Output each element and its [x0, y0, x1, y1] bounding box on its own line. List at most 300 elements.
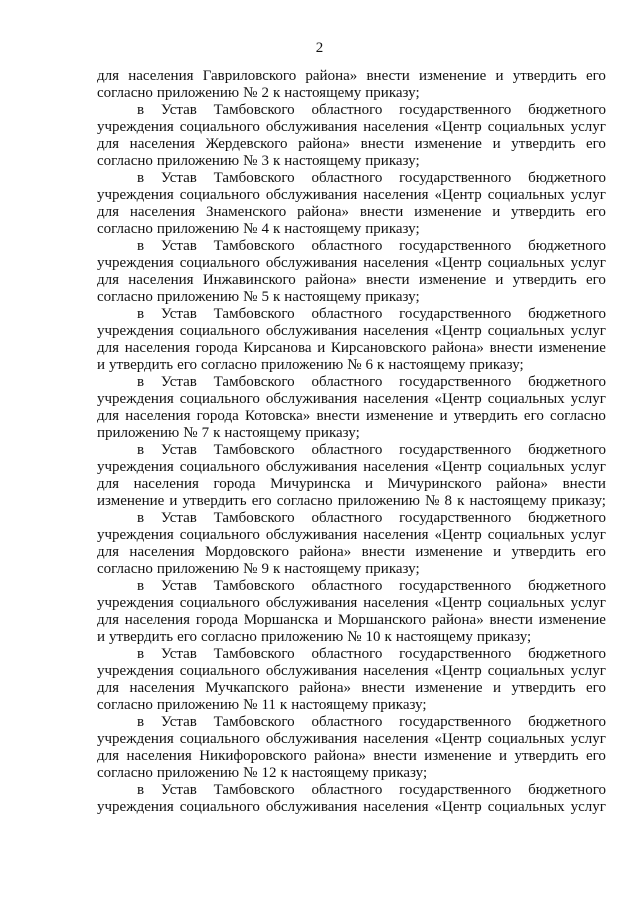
word: приложению [337, 493, 420, 509]
text-line [97, 102, 606, 119]
word: согласно [276, 493, 333, 509]
word: утвердить [511, 680, 576, 696]
word: «Центр [434, 187, 482, 203]
word: государственного [399, 306, 512, 322]
word: к [457, 493, 465, 509]
word: обслуживания [265, 255, 358, 271]
word: № [347, 357, 362, 373]
word: Тамбовского [213, 578, 295, 594]
word: согласно [97, 697, 153, 713]
word: приложению [260, 357, 344, 373]
word: и [97, 357, 106, 373]
word: обслуживания [265, 527, 358, 543]
word: района» [305, 68, 358, 84]
word: областного [311, 442, 383, 458]
text-line [97, 697, 606, 714]
word: настоящему [284, 153, 362, 169]
word: приказу; [365, 153, 420, 169]
word: Знаменского [205, 204, 287, 220]
word: согласно [97, 289, 153, 305]
word: социального [179, 799, 260, 815]
word: приложению [156, 153, 240, 169]
word: учреждения [97, 255, 174, 271]
word: № [243, 697, 258, 713]
text-line [97, 391, 606, 408]
word: согласно [97, 85, 153, 101]
word: учреждения [97, 663, 174, 679]
word: утвердить [182, 493, 247, 509]
word: социального [179, 527, 260, 543]
word: 2 [261, 85, 269, 101]
word: и [317, 340, 326, 356]
text-line [97, 204, 606, 221]
word: обслуживания [265, 595, 358, 611]
word: 4 [261, 221, 269, 237]
word: Жердевского [205, 136, 288, 152]
word: для [97, 340, 120, 356]
word: Тамбовского [213, 102, 295, 118]
word: услуг [570, 663, 606, 679]
word: настоящему [284, 561, 362, 577]
word: населения [128, 68, 194, 84]
text-line [97, 493, 606, 510]
word: государственного [399, 714, 512, 730]
text-line [97, 578, 606, 595]
page-number: 2 [315, 40, 324, 56]
word: социального [179, 459, 260, 475]
word: утвердить [109, 357, 174, 373]
word: 8 [444, 493, 452, 509]
word: внести [373, 748, 417, 764]
word: областного [311, 714, 383, 730]
word: Мичуринского [387, 476, 482, 492]
text-line [97, 255, 606, 272]
word: бюджетного [528, 170, 606, 186]
word: к [272, 221, 281, 237]
word: социальных [487, 187, 565, 203]
word: Устав [160, 578, 197, 594]
word: приложению [156, 697, 240, 713]
word: приказу; [365, 561, 420, 577]
word: утвердить [109, 629, 174, 645]
word: населения [363, 527, 429, 543]
word: Устав [160, 374, 197, 390]
word: обслуживания [265, 323, 358, 339]
word: к [272, 153, 281, 169]
word: Тамбовского [213, 306, 295, 322]
word: для [97, 136, 120, 152]
word: социальных [487, 323, 565, 339]
word: областного [311, 510, 383, 526]
word: утвердить [453, 408, 518, 424]
text-line [97, 170, 606, 187]
word: социального [179, 391, 260, 407]
word: и [495, 272, 504, 288]
word: приложению [156, 221, 240, 237]
word: района» [496, 476, 549, 492]
word: и [493, 544, 502, 560]
text-line [97, 323, 606, 340]
text-line [97, 68, 606, 85]
word: Устав [160, 714, 197, 730]
word: областного [311, 238, 383, 254]
word: бюджетного [528, 578, 606, 594]
word: областного [311, 374, 383, 390]
document-body [97, 68, 606, 816]
word: изменение [366, 408, 434, 424]
word: Мордовского [205, 544, 289, 560]
word: изменение [415, 544, 483, 560]
word: «Центр [434, 527, 482, 543]
word: настоящему [284, 221, 362, 237]
word: района» [299, 680, 352, 696]
word: услуг [570, 255, 606, 271]
text-line [97, 85, 606, 102]
word: города [196, 408, 239, 424]
word: к [279, 697, 288, 713]
word: населения [363, 119, 429, 135]
word: населения [126, 748, 192, 764]
word: приказу; [365, 221, 420, 237]
word: населения [133, 476, 199, 492]
word: «Центр [434, 731, 482, 747]
word: города [213, 476, 256, 492]
word: настоящему [469, 493, 547, 509]
word: населения [363, 595, 429, 611]
word: социальных [487, 799, 565, 815]
word: внести [360, 136, 405, 152]
text-line [97, 663, 606, 680]
text-line [97, 765, 606, 782]
word: обслуживания [265, 391, 358, 407]
word: населения [125, 408, 191, 424]
word: населения [128, 272, 194, 288]
word: услуг [570, 799, 606, 815]
word: в [137, 374, 145, 390]
word: 9 [261, 561, 269, 577]
text-line [97, 425, 606, 442]
word: бюджетного [528, 442, 606, 458]
text-line [97, 187, 606, 204]
word: изменение [418, 272, 487, 288]
word: для [97, 476, 120, 492]
word: для [97, 748, 120, 764]
word: «Центр [434, 323, 482, 339]
word: в [137, 102, 145, 118]
word: настоящему [395, 629, 473, 645]
word: к [272, 289, 281, 305]
text-line [97, 153, 606, 170]
word: приложению [97, 425, 180, 441]
word: согласно [550, 408, 606, 424]
word: согласно [201, 357, 257, 373]
word: изменение [424, 748, 492, 764]
word: и [493, 680, 502, 696]
word: Никифоровского [199, 748, 307, 764]
word: обслуживания [265, 799, 358, 815]
text-line [97, 748, 606, 765]
word: его [586, 68, 606, 84]
word: к [272, 561, 281, 577]
word: утвердить [514, 748, 579, 764]
word: приложению [156, 289, 240, 305]
word: услуг [570, 119, 606, 135]
word: Гавриловского [202, 68, 297, 84]
word: и [97, 629, 106, 645]
word: 7 [201, 425, 210, 441]
word: в [137, 646, 145, 662]
word: внести [361, 680, 405, 696]
word: внести [361, 544, 405, 560]
word: к [272, 85, 281, 101]
word: 6 [365, 357, 374, 373]
word: его [585, 204, 606, 220]
text-line [97, 357, 606, 374]
word: изменение [97, 493, 165, 509]
word: его [177, 629, 198, 645]
word: услуг [570, 527, 606, 543]
word: социального [179, 119, 260, 135]
word: города [195, 340, 238, 356]
text-line [97, 629, 606, 646]
word: «Центр [434, 663, 482, 679]
word: учреждения [97, 119, 174, 135]
word: согласно [97, 153, 153, 169]
word: социального [179, 663, 260, 679]
word: населения [363, 391, 429, 407]
word: учреждения [97, 595, 174, 611]
word: внести [316, 408, 360, 424]
word: социальных [487, 119, 565, 135]
word: населения [363, 187, 429, 203]
text-line [97, 136, 606, 153]
word: услуг [570, 595, 606, 611]
word: социальных [487, 731, 565, 747]
word: к [377, 357, 385, 373]
word: Мичуринска [270, 476, 351, 492]
word: района» [299, 544, 352, 560]
word: приложению [156, 85, 240, 101]
word: населения [124, 340, 190, 356]
word: его [523, 408, 544, 424]
word: бюджетного [528, 102, 606, 118]
word: Тамбовского [213, 782, 295, 798]
word: в [137, 442, 145, 458]
word: государственного [399, 170, 512, 186]
word: услуг [570, 731, 606, 747]
word: и [324, 612, 333, 628]
word: населения [363, 323, 429, 339]
word: для [97, 408, 120, 424]
word: социальных [487, 527, 565, 543]
text-line [97, 612, 606, 629]
word: учреждения [97, 187, 174, 203]
word: бюджетного [528, 510, 606, 526]
word: социальных [487, 255, 565, 271]
text-line [97, 527, 606, 544]
word: учреждения [97, 527, 174, 543]
word: и [498, 748, 507, 764]
word: Тамбовского [213, 714, 295, 730]
word: учреждения [97, 731, 174, 747]
word: приказу; [365, 85, 420, 101]
word: в [137, 714, 145, 730]
word: социальных [487, 595, 565, 611]
word: Устав [160, 782, 197, 798]
word: района» [297, 204, 350, 220]
word: № [243, 289, 258, 305]
text-line [97, 510, 606, 527]
word: для [97, 204, 120, 220]
text-line [97, 476, 606, 493]
word: Тамбовского [213, 442, 295, 458]
word: в [137, 510, 145, 526]
word: в [137, 170, 145, 186]
word: Устав [160, 102, 197, 118]
word: государственного [399, 442, 512, 458]
word: Мучкапского [205, 680, 289, 696]
word: Инжавинского [202, 272, 296, 288]
word: населения [363, 459, 429, 475]
word: бюджетного [528, 306, 606, 322]
text-line [97, 408, 606, 425]
word: для [97, 272, 120, 288]
word: приложению [156, 561, 240, 577]
word: обслуживания [265, 459, 358, 475]
text-line [97, 561, 606, 578]
word: 12 [261, 765, 277, 781]
word: для [97, 544, 120, 560]
word: услуг [570, 391, 606, 407]
word: областного [311, 578, 383, 594]
word: и [439, 408, 448, 424]
text-line [97, 306, 606, 323]
word: в [137, 306, 145, 322]
word: населения [129, 136, 195, 152]
word: приложению [260, 629, 344, 645]
word: Моршанского [337, 612, 427, 628]
word: приказу; [305, 425, 360, 441]
word: № [243, 765, 258, 781]
word: утвердить [511, 136, 576, 152]
word: внести [489, 340, 533, 356]
word: настоящему [388, 357, 466, 373]
word: согласно [97, 765, 153, 781]
word: обслуживания [265, 731, 358, 747]
word: его [586, 136, 606, 152]
word: «Центр [434, 119, 482, 135]
word: и [495, 68, 504, 84]
text-line [97, 731, 606, 748]
word: обслуживания [265, 187, 358, 203]
text-line [97, 595, 606, 612]
word: к [384, 629, 392, 645]
word: приказу; [365, 289, 420, 305]
word: его [586, 680, 606, 696]
text-line [97, 221, 606, 238]
text-line [97, 799, 606, 816]
word: Устав [160, 170, 197, 186]
word: областного [311, 170, 383, 186]
word: и [365, 476, 374, 492]
word: утвердить [511, 204, 576, 220]
word: изменение [419, 68, 487, 84]
word: государственного [399, 782, 512, 798]
text-line [97, 459, 606, 476]
word: и [169, 493, 178, 509]
word: настоящему [291, 765, 369, 781]
word: 5 [261, 289, 269, 305]
word: «Центр [434, 595, 482, 611]
word: для [97, 68, 120, 84]
word: района» [305, 272, 357, 288]
word: в [137, 782, 145, 798]
word: обслуживания [265, 119, 358, 135]
word: Устав [160, 306, 197, 322]
word: и [492, 204, 501, 220]
word: Кирсанова [243, 340, 312, 356]
word: государственного [399, 374, 512, 390]
text-line [97, 544, 606, 561]
word: социального [179, 187, 260, 203]
word: населения [363, 799, 429, 815]
word: социальных [487, 459, 565, 475]
word: социального [179, 323, 260, 339]
word: населения [129, 204, 196, 220]
word: 3 [261, 153, 269, 169]
word: населения [129, 680, 195, 696]
word: учреждения [97, 799, 174, 815]
word: № [243, 85, 258, 101]
word: бюджетного [528, 646, 606, 662]
word: изменение [414, 136, 482, 152]
word: учреждения [97, 391, 174, 407]
word: бюджетного [528, 238, 606, 254]
word: обслуживания [265, 663, 358, 679]
word: государственного [399, 102, 512, 118]
text-line [97, 340, 606, 357]
word: согласно [201, 629, 257, 645]
word: бюджетного [528, 782, 606, 798]
word: настоящему [284, 289, 362, 305]
word: согласно [97, 561, 153, 577]
word: района» [314, 748, 366, 764]
word: внести [359, 204, 404, 220]
word: приказу; [551, 493, 606, 509]
word: Устав [160, 238, 197, 254]
text-line [97, 374, 606, 391]
word: населения [129, 544, 195, 560]
word: согласно [97, 221, 153, 237]
text-line [97, 782, 606, 799]
word: для [97, 680, 120, 696]
word: района» [431, 612, 484, 628]
text-line [97, 442, 606, 459]
text-line [97, 680, 606, 697]
text-line [97, 119, 606, 136]
word: для [97, 612, 120, 628]
word: населения [363, 255, 429, 271]
word: и [492, 136, 501, 152]
text-line [97, 272, 606, 289]
word: социальных [487, 391, 565, 407]
word: Устав [160, 442, 197, 458]
word: его [585, 748, 606, 764]
word: бюджетного [528, 714, 606, 730]
text-line [97, 646, 606, 663]
word: внести [366, 68, 410, 84]
word: изменение [415, 680, 483, 696]
